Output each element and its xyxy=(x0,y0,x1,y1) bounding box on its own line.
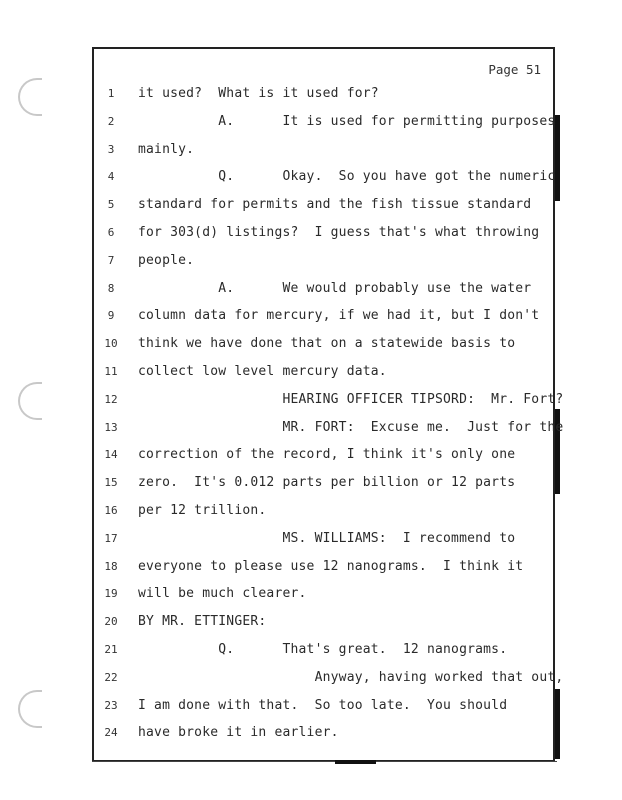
transcript-line xyxy=(94,668,564,696)
line-number: 10 xyxy=(104,337,118,351)
line-text: Anyway, having worked that out, xyxy=(138,669,564,685)
transcript-line xyxy=(94,640,553,668)
line-text: for 303(d) listings? I guess that's what throwing xyxy=(138,224,540,240)
transcript-line xyxy=(94,584,553,612)
line-text: everyone to please use 12 nanograms. I think it xyxy=(138,558,524,574)
line-number: 16 xyxy=(104,503,118,517)
line-number: 17 xyxy=(104,531,118,545)
line-text: A. We would probably use the water xyxy=(138,280,532,296)
transcript-line xyxy=(94,612,553,640)
line-number: 9 xyxy=(107,309,115,323)
transcript-line xyxy=(94,418,564,446)
line-number: 7 xyxy=(107,253,115,267)
line-number: 15 xyxy=(104,476,118,490)
transcript-line xyxy=(94,84,553,112)
transcript-line xyxy=(94,195,553,223)
line-text: MR. FORT: Excuse me. Just for the xyxy=(138,419,564,435)
line-number: 23 xyxy=(104,698,118,712)
line-number: 1 xyxy=(107,87,115,100)
transcript-line xyxy=(94,112,556,140)
line-text: I am done with that. So too late. You should xyxy=(138,697,508,713)
line-text: zero. It's 0.012 parts per billion or 12 parts xyxy=(138,475,516,491)
binder-hole-middle xyxy=(18,382,42,420)
line-number: 12 xyxy=(104,392,118,406)
line-number: 8 xyxy=(107,281,115,295)
line-number: 14 xyxy=(104,448,118,462)
line-text: Q. That's great. 12 nanograms. xyxy=(138,641,508,657)
line-number: 13 xyxy=(104,420,118,434)
line-number: 24 xyxy=(104,726,118,740)
bottom-mark xyxy=(335,760,376,764)
line-number: 19 xyxy=(104,587,118,601)
transcript-lines xyxy=(94,84,564,751)
line-text: it used? What is it used for? xyxy=(138,86,379,101)
transcript-line xyxy=(94,445,553,473)
margin-mark xyxy=(555,689,560,759)
line-text: Q. Okay. So you have got the numeric xyxy=(138,169,556,185)
line-number: 22 xyxy=(104,670,118,684)
binder-hole-bottom xyxy=(18,690,42,728)
transcript-line xyxy=(94,390,564,418)
transcript-line xyxy=(94,557,553,585)
line-text: think we have done that on a statewide basis to xyxy=(138,336,516,352)
transcript-line xyxy=(94,279,553,307)
transcript-line xyxy=(94,696,553,724)
line-number: 5 xyxy=(107,198,115,212)
transcript-line xyxy=(94,167,556,195)
line-text: mainly. xyxy=(138,141,195,157)
transcript-line xyxy=(94,362,553,390)
line-text: people. xyxy=(138,252,195,268)
binder-hole-top xyxy=(18,78,42,116)
line-number: 21 xyxy=(104,642,118,656)
page-number: Page 51 xyxy=(488,62,541,77)
line-text: MS. WILLIAMS: I recommend to xyxy=(138,530,516,546)
line-number: 4 xyxy=(107,170,115,184)
line-text: A. It is used for permitting purposes xyxy=(138,113,556,129)
transcript-line xyxy=(94,473,553,501)
transcript-page-frame xyxy=(92,47,564,762)
transcript-line xyxy=(94,723,553,751)
line-number: 3 xyxy=(107,142,115,156)
line-text: have broke it in earlier. xyxy=(138,725,339,741)
transcript-line xyxy=(94,306,553,334)
line-text: HEARING OFFICER TIPSORD: Mr. Fort? xyxy=(138,391,564,407)
line-text: will be much clearer. xyxy=(138,586,307,602)
line-text: standard for permits and the fish tissue standard xyxy=(138,197,532,213)
line-number: 20 xyxy=(104,615,118,629)
transcript-line xyxy=(94,529,553,557)
line-text: BY MR. ETTINGER: xyxy=(138,614,267,630)
line-text: column data for mercury, if we had it, but I don't xyxy=(138,308,540,324)
line-number: 2 xyxy=(107,114,115,128)
line-number: 18 xyxy=(104,559,118,573)
transcript-line xyxy=(94,501,553,529)
line-number: 6 xyxy=(107,225,115,239)
line-text: collect low level mercury data. xyxy=(138,363,387,379)
transcript-line xyxy=(94,140,553,168)
margin-mark xyxy=(555,115,560,201)
transcript-line xyxy=(94,334,553,362)
transcript-line xyxy=(94,251,553,279)
bottom-rule xyxy=(92,761,557,762)
line-text: per 12 trillion. xyxy=(138,502,267,518)
line-text: correction of the record, I think it's only one xyxy=(138,447,516,463)
line-number: 11 xyxy=(104,364,118,378)
transcript-line xyxy=(94,223,553,251)
